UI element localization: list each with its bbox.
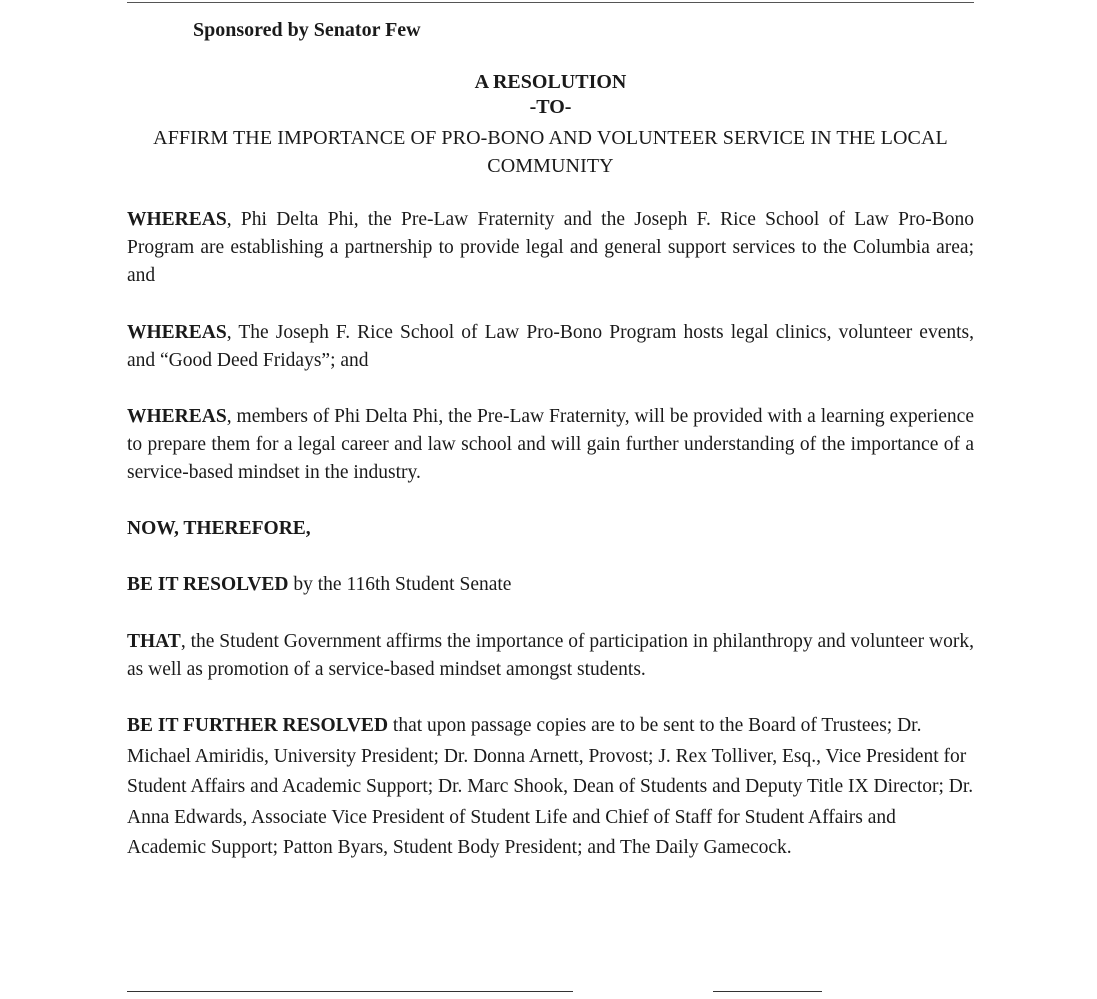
clause-lead: NOW, THEREFORE, bbox=[127, 518, 311, 539]
date-line bbox=[713, 991, 822, 992]
now-therefore-clause bbox=[127, 515, 974, 543]
resolution-title: A RESOLUTION bbox=[474, 71, 627, 93]
top-divider bbox=[127, 2, 974, 3]
clause-lead: BE IT FURTHER RESOLVED bbox=[127, 715, 389, 736]
clause-text: that upon passage copies are to be sent to the Board of Trustees; Dr. Michael Amiridis, University President; Dr. Donna Arnett, Provost; J. Rex Tolliver, Esq., Vice President for Student Affairs and Academic Support; Dr. Marc Shook, Dean of Students and Deputy Title IX Director; Dr. Anna Edwards, Associate Vice President of Student Life and Chief of Staff for Student Affairs and Academic Support; Patton Byars, Student Body President; and The Daily Gamecock. bbox=[127, 715, 974, 858]
clause-lead: BE IT RESOLVED bbox=[127, 574, 289, 595]
whereas-clause-1 bbox=[127, 206, 974, 291]
clause-text: , the Student Government affirms the importance of participation in philanthropy and volunteer work, as well as promotion of a service-based mindset amongst students. bbox=[127, 631, 974, 681]
clause-lead: THAT bbox=[127, 631, 181, 652]
signature-line bbox=[127, 991, 573, 992]
clause-text: , Phi Delta Phi, the Pre-Law Fraternity and the Joseph F. Rice School of Law Pro-Bono Program are establishing a partnership to provide legal and general support services to the Columbia area; and bbox=[127, 209, 974, 287]
resolution-to: -TO- bbox=[529, 96, 572, 118]
that-clause bbox=[127, 628, 974, 684]
sponsor-line: Sponsored by Senator Few bbox=[193, 19, 421, 41]
be-it-resolved-clause bbox=[127, 571, 974, 599]
clause-text: by the 116th Student Senate bbox=[288, 574, 512, 595]
clause-text: , members of Phi Delta Phi, the Pre-Law Fraternity, will be provided with a learning experience to prepare them for a legal career and law school and will gain further understanding of the importance of a service-based mindset in the industry. bbox=[127, 406, 974, 484]
whereas-clause-3 bbox=[127, 403, 974, 488]
clause-lead: WHEREAS bbox=[127, 322, 227, 343]
clause-lead: WHEREAS bbox=[127, 209, 227, 230]
clause-text: , The Joseph F. Rice School of Law Pro-Bono Program hosts legal clinics, volunteer events, and “Good Deed Fridays”; and bbox=[127, 322, 974, 372]
whereas-clause-2 bbox=[127, 319, 974, 375]
resolution-subtitle: AFFIRM THE IMPORTANCE OF PRO-BONO AND VOLUNTEER SERVICE IN THE LOCAL COMMUNITY bbox=[153, 127, 948, 177]
be-it-further-resolved-clause bbox=[127, 711, 974, 864]
clause-lead: WHEREAS bbox=[127, 406, 227, 427]
